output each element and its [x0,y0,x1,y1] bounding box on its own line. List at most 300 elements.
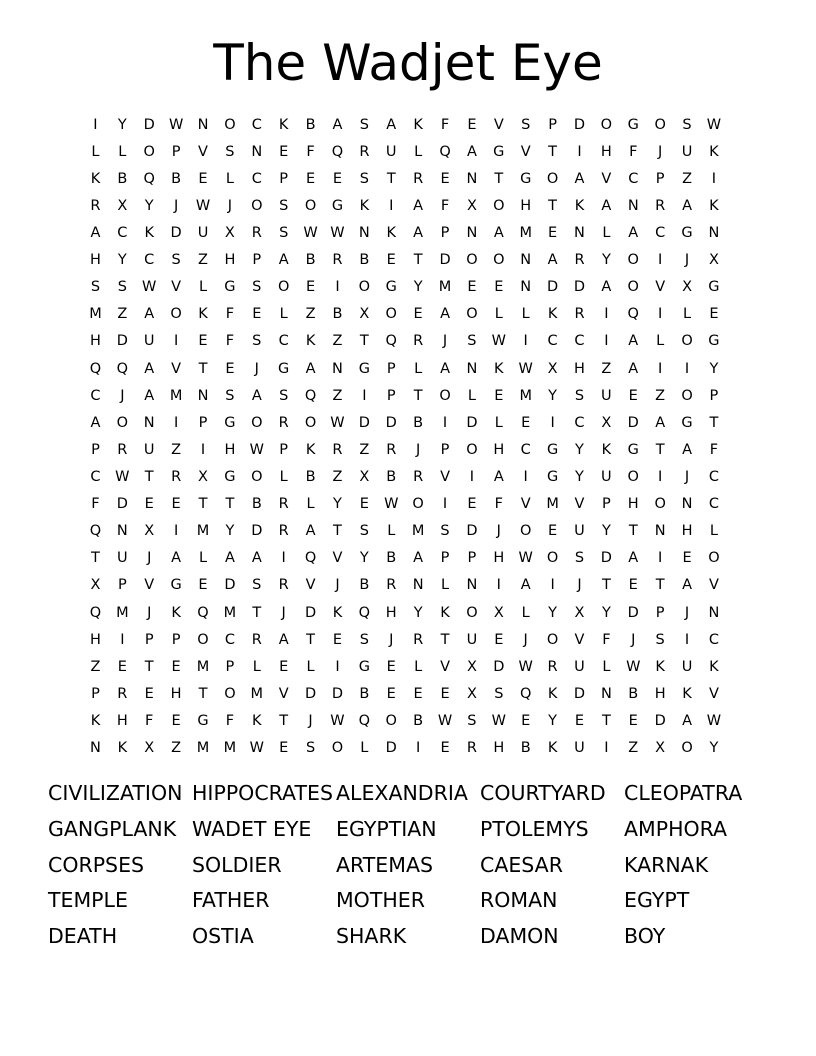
word-list-item: FATHER [192,888,270,913]
grid-letter: Z [171,740,182,757]
grid-row [82,247,742,274]
grid-letter: U [681,143,693,160]
grid-letter: I [658,360,663,377]
grid-letter: F [440,116,450,133]
grid-letter: T [628,523,638,540]
grid-letter: G [197,712,209,729]
grid-letter: B [386,468,397,485]
grid-letter: I [550,414,555,431]
grid-letter: W [706,712,722,729]
word-list-item: SHARK [336,924,407,949]
grid-letter: K [117,740,128,757]
grid-row [82,518,742,545]
grid-letter: E [252,306,262,323]
grid-letter: O [251,414,263,431]
grid-letter: T [198,496,208,513]
grid-letter: A [601,197,612,214]
grid-letter: L [494,306,503,323]
grid-letter: S [171,252,181,269]
grid-letter: V [278,685,289,702]
grid-letter: E [225,360,235,377]
grid-letter: K [90,712,101,729]
word-list [48,778,788,957]
grid-letter: R [386,577,397,594]
grid-letter: L [494,414,503,431]
grid-row [82,165,742,192]
grid-letter: A [251,387,262,404]
grid-letter: O [439,387,451,404]
grid-letter: C [90,387,101,404]
grid-letter: O [358,279,371,296]
grid-letter: N [466,360,478,377]
grid-letter: P [252,252,262,269]
grid-letter: Q [143,170,155,187]
grid-letter: T [386,170,396,187]
grid-letter: A [251,550,262,567]
grid-letter: Z [359,441,370,458]
grid-letter: R [278,577,289,594]
grid-letter: E [279,740,289,757]
grid-letter: A [386,116,397,133]
grid-row [82,219,742,246]
grid-letter: O [654,116,666,133]
grid-letter: K [171,604,181,621]
grid-letter: R [359,143,370,160]
grid-letter: C [708,496,719,513]
grid-letter: O [493,252,505,269]
grid-letter: C [117,224,128,241]
word-list-item: EGYPT [624,888,690,913]
grid-letter: X [144,523,155,540]
grid-letter: T [306,631,315,648]
grid-letter: X [708,252,719,269]
grid-letter: J [120,387,125,404]
grid-letter: F [145,712,154,729]
grid-row [82,463,742,490]
grid-letter: C [708,631,719,648]
grid-letter: S [252,333,262,350]
grid-letter: E [467,279,477,296]
grid-letter: H [170,685,182,702]
grid-letter: A [224,550,235,567]
grid-letter: E [413,306,423,323]
grid-letter: N [466,577,478,594]
grid-letter: C [224,631,235,648]
grid-letter: O [331,740,344,757]
grid-letter: G [627,116,639,133]
grid-letter: V [655,279,666,296]
grid-row [82,545,742,572]
grid-letter: A [682,712,692,729]
grid-letter: Z [305,306,316,323]
grid-letter: W [384,496,399,513]
grid-letter: D [143,116,155,133]
grid-letter: K [332,604,343,621]
grid-letter: M [411,523,425,540]
grid-letter: J [173,197,179,214]
grid-letter: I [523,468,528,485]
grid-letter: Y [413,279,423,296]
grid-letter: G [224,279,236,296]
grid-letter: P [386,387,396,404]
grid-letter: L [709,523,718,540]
grid-letter: J [442,333,448,350]
grid-letter: K [601,441,612,458]
grid-letter: A [628,360,639,377]
grid-letter: K [386,224,396,241]
grid-letter: J [335,577,340,594]
grid-letter: Z [332,468,343,485]
grid-letter: H [89,252,101,269]
grid-letter: V [493,116,504,133]
grid-letter: X [117,197,128,214]
grid-letter: B [305,468,316,485]
grid-letter: Z [117,306,128,323]
grid-letter: Q [116,360,129,377]
grid-letter: E [628,712,638,729]
grid-letter: E [305,279,316,296]
grid-letter: A [278,631,289,648]
grid-letter: J [308,712,313,729]
grid-letter: Q [519,685,532,702]
grid-letter: W [142,279,157,296]
grid-letter: P [440,224,450,241]
grid-letter: E [359,496,369,513]
grid-letter: O [466,252,478,269]
grid-letter: R [278,523,289,540]
grid-letter: O [627,468,639,485]
grid-letter: U [601,387,612,404]
grid-letter: S [467,712,477,729]
grid-letter: U [385,143,397,160]
grid-letter: A [413,224,424,241]
word-list-item: AMPHORA [624,816,728,841]
grid-letter: R [251,631,262,648]
grid-letter: T [413,387,423,404]
grid-letter: T [198,360,208,377]
grid-letter: A [171,550,182,567]
grid-letter: G [358,360,370,377]
grid-letter: I [442,496,448,513]
grid-letter: N [358,224,370,241]
word-list-item: OSTIA [192,924,254,949]
grid-letter: C [144,252,155,269]
grid-letter: Q [627,306,639,323]
grid-letter: I [496,577,501,594]
grid-letter: D [385,414,397,431]
grid-letter: J [147,604,152,621]
grid-letter: D [116,496,128,513]
grid-letter: L [387,523,396,540]
grid-letter: C [655,224,666,241]
grid-letter: W [195,197,211,214]
grid-letter: K [144,224,154,241]
grid-letter: L [279,468,288,485]
grid-letter: E [440,170,450,187]
grid-letter: K [359,197,370,214]
grid-letter: S [90,279,101,296]
grid-letter: U [143,441,155,458]
grid-letter: L [225,170,234,187]
grid-letter: W [249,740,264,757]
grid-letter: I [658,306,663,323]
grid-letter: A [90,224,101,241]
grid-letter: W [491,712,506,729]
grid-letter: K [547,740,558,757]
grid-letter: Z [90,658,101,675]
grid-letter: D [439,252,451,269]
grid-letter: B [305,116,316,133]
grid-letter: I [335,658,340,675]
grid-letter: T [91,550,100,567]
grid-letter: E [413,685,423,702]
grid-letter: L [414,658,423,675]
grid-letter: W [330,712,345,729]
grid-letter: E [171,496,181,513]
grid-letter: K [413,116,423,133]
word-list-item: GANGPLANK [48,816,177,841]
grid-letter: F [709,441,719,458]
grid-letter: Z [682,170,692,187]
grid-letter: F [225,306,235,323]
grid-letter: O [466,306,478,323]
grid-letter: O [251,468,263,485]
word-list-item: CLEOPATRA [624,781,743,805]
grid-letter: D [224,577,236,594]
word-list-item: KARNAK [624,852,709,877]
grid-letter: C [251,170,262,187]
grid-letter: E [548,224,558,241]
grid-letter: W [330,224,345,241]
grid-letter: N [116,523,128,540]
grid-letter: G [708,333,720,350]
grid-letter: A [493,468,504,485]
grid-letter: G [358,658,370,675]
grid-letter: A [601,279,612,296]
grid-letter: B [386,550,397,567]
grid-letter: O [170,306,182,323]
grid-letter: B [359,252,370,269]
grid-letter: R [574,252,585,269]
grid-letter: Q [358,712,371,729]
grid-letter: W [115,468,130,485]
grid-letter: L [252,658,261,675]
grid-letter: P [117,577,127,594]
grid-letter: R [332,441,343,458]
grid-letter: H [520,197,532,214]
page-title: The Wadjet Eye [213,34,603,92]
grid-letter: W [518,360,533,377]
grid-letter: P [171,143,181,160]
grid-letter: C [278,333,289,350]
grid-letter: K [547,685,558,702]
grid-letter: V [332,550,343,567]
grid-letter: O [681,333,693,350]
grid-letter: T [225,496,235,513]
grid-letter: T [333,523,342,540]
grid-letter: G [708,279,720,296]
grid-letter: P [91,441,100,458]
grid-letter: N [466,170,478,187]
grid-letter: P [655,170,665,187]
grid-letter: C [574,414,585,431]
grid-letter: Y [225,523,235,540]
grid-row [82,626,742,653]
grid-letter: G [546,468,559,485]
grid-letter: E [494,631,504,648]
grid-letter: B [332,306,343,323]
grid-letter: N [600,685,612,702]
grid-letter: C [628,170,639,187]
grid-letter: F [494,496,503,513]
grid-letter: R [90,197,101,214]
grid-letter: T [198,685,208,702]
grid-letter: B [413,414,424,431]
grid-letter: N [197,387,209,404]
grid-letter: W [518,550,533,567]
grid-letter: X [90,577,101,594]
grid-letter: J [631,631,636,648]
grid-letter: R [117,685,128,702]
grid-letter: O [546,550,559,567]
grid-letter: T [494,170,504,187]
grid-letter: L [602,224,611,241]
grid-letter: Z [601,360,612,377]
grid-letter: U [197,224,209,241]
grid-letter: C [574,333,585,350]
grid-letter: Y [601,252,611,269]
grid-letter: D [116,333,128,350]
grid-letter: D [600,550,612,567]
grid-letter: E [171,712,181,729]
grid-letter: W [491,333,506,350]
grid-letter: C [520,441,531,458]
grid-letter: Q [197,604,209,621]
grid-letter: E [386,685,396,702]
grid-letter: X [547,360,558,377]
grid-letter: M [116,604,129,621]
grid-letter: O [197,631,209,648]
grid-letter: O [627,252,639,269]
grid-letter: P [171,631,181,648]
grid-letter: L [414,360,423,377]
grid-letter: Y [601,604,611,621]
grid-letter: J [684,252,690,269]
grid-letter: W [437,712,453,729]
grid-row [82,680,742,707]
grid-letter: S [494,685,504,702]
grid-letter: Q [358,604,371,621]
grid-letter: A [413,197,424,214]
grid-letter: R [574,306,585,323]
grid-letter: O [224,116,236,133]
grid-letter: J [415,441,421,458]
grid-letter: R [413,631,424,648]
word-list-item: CIVILIZATION [48,781,183,805]
grid-letter: B [628,685,639,702]
grid-letter: E [548,523,558,540]
word-list-item: CORPSES [48,852,145,877]
grid-letter: N [332,360,343,377]
grid-letter: T [548,143,558,160]
grid-row [82,274,742,301]
grid-letter: P [440,550,450,567]
grid-row [82,355,742,382]
grid-letter: M [196,523,210,540]
grid-letter: Y [601,523,611,540]
grid-letter: Z [332,387,343,404]
grid-letter: U [601,468,612,485]
grid-letter: M [169,387,183,404]
grid-letter: B [171,170,182,187]
grid-letter: A [682,197,692,214]
grid-letter: A [305,523,316,540]
grid-letter: L [306,658,315,675]
grid-letter: Y [548,387,558,404]
grid-letter: Q [89,604,102,621]
grid-letter: A [332,116,343,133]
grid-letter: Q [304,550,317,567]
grid-letter: G [278,360,290,377]
grid-letter: K [655,658,665,675]
grid-letter: H [493,550,505,567]
grid-letter: P [709,387,719,404]
grid-letter: K [440,604,450,621]
grid-letter: X [601,414,612,431]
grid-letter: M [519,224,532,241]
word-list-item: BOY [624,924,666,949]
grid-letter: K [682,685,692,702]
grid-letter: D [627,604,639,621]
grid-letter: G [331,197,344,214]
grid-letter: S [359,116,369,133]
grid-letter: P [279,170,289,187]
grid-letter: S [440,523,450,540]
grid-letter: R [413,468,424,485]
grid-letter: Y [413,604,423,621]
grid-letter: E [386,252,396,269]
grid-letter: R [466,740,477,757]
grid-letter: W [249,441,264,458]
grid-letter: L [467,387,476,404]
grid-letter: E [521,712,531,729]
grid-letter: E [467,496,477,513]
grid-letter: D [304,604,317,621]
grid-letter: H [224,441,236,458]
grid-letter: X [144,740,155,757]
grid-letter: V [198,143,208,160]
grid-letter: T [279,712,289,729]
grid-letter: A [628,333,639,350]
grid-letter: I [281,550,286,567]
grid-letter: R [251,224,262,241]
grid-letter: L [440,577,450,594]
grid-letter: U [466,631,478,648]
grid-letter: T [144,468,154,485]
grid-letter: L [198,279,208,296]
grid-letter: M [546,496,559,513]
grid-letter: E [332,631,343,648]
grid-letter: E [332,170,343,187]
grid-letter: O [385,306,397,323]
grid-letter: O [493,197,505,214]
grid-row [82,409,742,436]
grid-letter: Y [575,468,584,485]
grid-letter: G [385,279,397,296]
grid-letter: G [681,224,693,241]
grid-letter: G [224,468,236,485]
grid-letter: K [494,360,504,377]
